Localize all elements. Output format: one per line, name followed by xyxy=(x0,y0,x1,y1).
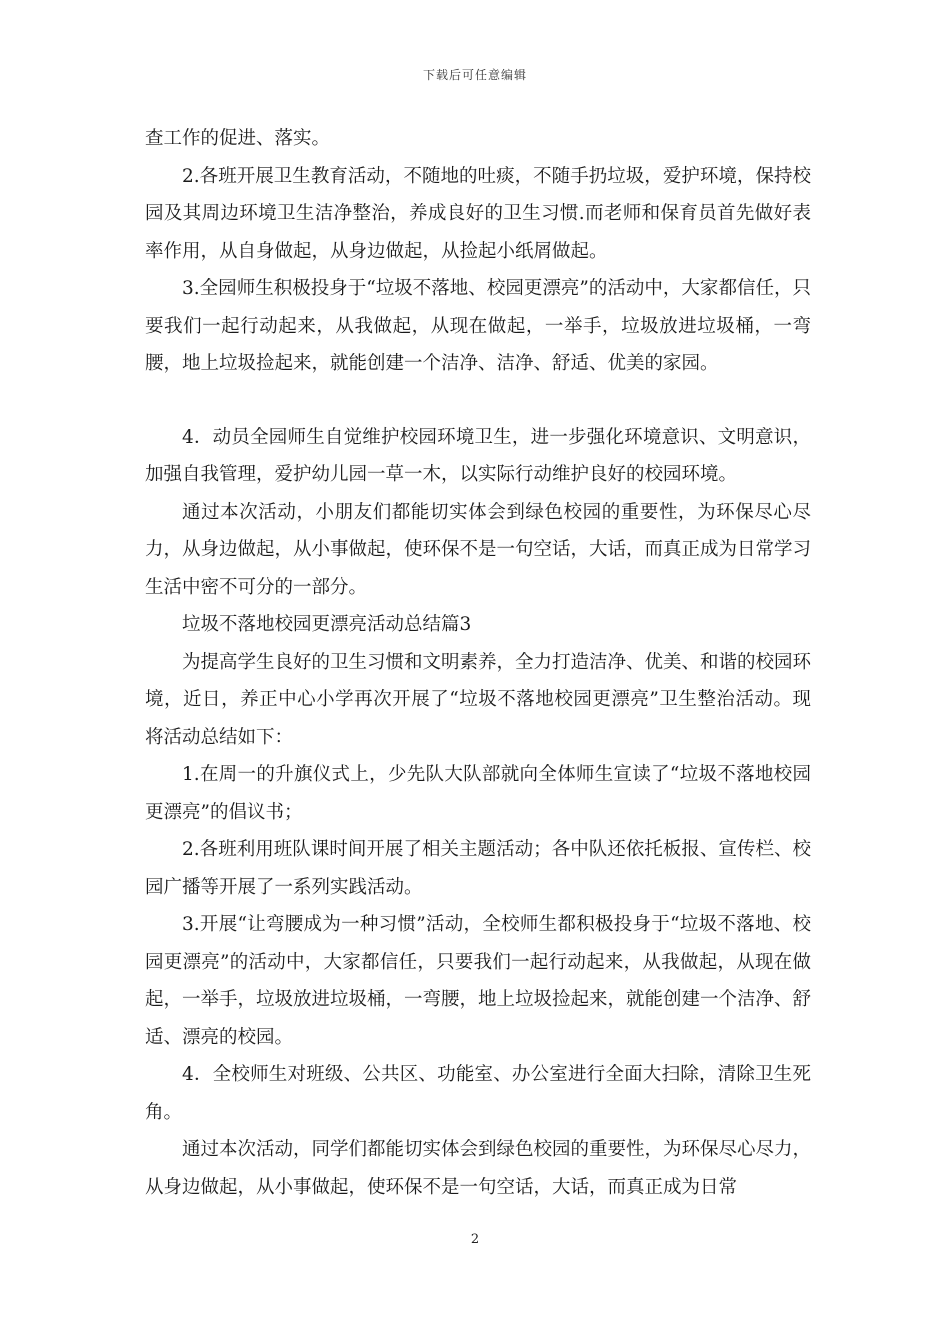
paragraph-closing: 通过本次活动，同学们都能切实体会到绿色校园的重要性，为环保尽心尽力，从身边做起，从小事做起，使环保不是一句空话，大话，而真正成为日常 xyxy=(145,1139,812,1198)
paragraph-item-3: 3.全园师生积极投身于“垃圾不落地、校园更漂亮”的活动中，大家都信任，只要我们一起行动起来，从我做起，从现在做起，一举手，垃圾放进垃圾桶，一弯腰，地上垃圾捡起来，就能创建一个洁净、洁净、舒适、优美的家园。 xyxy=(145,278,811,374)
paragraph-item-4: 4．动员全园师生自觉维护校园环境卫生，进一步强化环境意识、文明意识，加强自我管理，爱护幼儿园一草一木，以实际行动维护良好的校园环境。 xyxy=(145,426,811,485)
page-header: 下载后可任意编辑 xyxy=(422,68,527,82)
paragraph-conclusion: 通过本次活动，小朋友们都能切实体会到绿色校园的重要性，为环保尽心尽力，从身边做起，从小事做起，使环保不是一句空话，大话，而真正成为日常学习生活中密不可分的一部分。 xyxy=(145,501,812,598)
paragraph-list-item-4: 4．全校师生对班级、公共区、功能室、办公室进行全面大扫除，清除卫生死角。 xyxy=(145,1064,811,1123)
page-number: 2 xyxy=(470,1232,480,1247)
section-heading: 垃圾不落地校园更漂亮活动总结篇3 xyxy=(182,614,472,635)
paragraph-item-2: 2.各班开展卫生教育活动，不随地的吐痰，不随手扔垃圾，爱护环境，保持校园及其周边环境卫生洁净整治，养成良好的卫生习惯.而老师和保育员首先做好表率作用，从自身做起，从身边做起，从捡起小纸屑做起。 xyxy=(145,165,811,262)
paragraph-list-item-2: 2.各班利用班队课时间开展了相关主题活动；各中队还依托板报、宣传栏、校园广播等开展了一系列实践活动。 xyxy=(145,839,811,898)
document-body xyxy=(145,120,811,1206)
paragraph-continuation: 查工作的促进、落实。 xyxy=(145,128,331,149)
paragraph-intro: 为提高学生良好的卫生习惯和文明素养，全力打造洁净、优美、和谐的校园环境，近日，养正中心小学再次开展了“垃圾不落地校园更漂亮”卫生整治活动。现将活动总结如下： xyxy=(145,651,812,748)
paragraph-list-item-3: 3.开展“让弯腰成为一种习惯”活动，全校师生都积极投身于“垃圾不落地、校园更漂亮”的活动中，大家都信任，只要我们一起行动起来，从我做起，从现在做起，一举手，垃圾放进垃圾桶，一弯腰，地上垃圾捡起来，就能创建一个洁净、舒适、漂亮的校园。 xyxy=(145,914,812,1048)
paragraph-list-item-1: 1.在周一的升旗仪式上，少先队大队部就向全体师生宣读了“垃圾不落地校园更漂亮”的倡议书； xyxy=(145,764,811,823)
